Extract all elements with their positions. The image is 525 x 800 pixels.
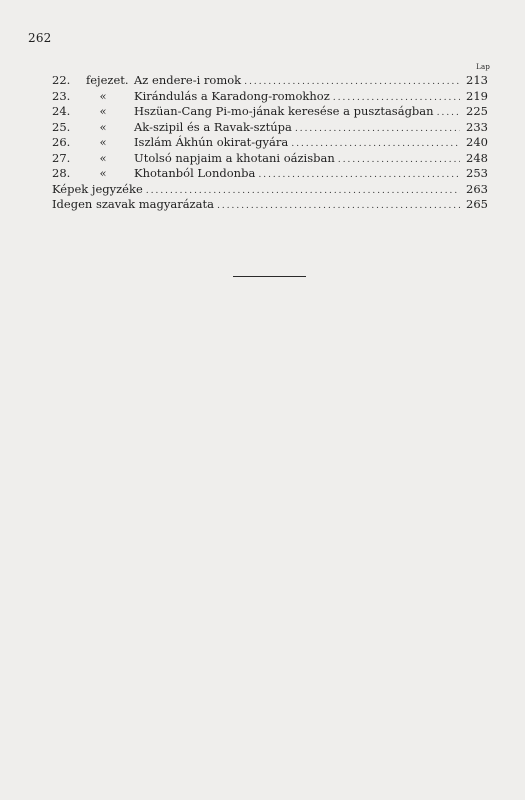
chapter-title: Kirándulás a Karadong-romokhoz xyxy=(134,88,330,103)
toc-row-chapter-23 xyxy=(52,89,488,105)
ditto-mark: « xyxy=(99,135,107,149)
dot-leader xyxy=(146,183,460,198)
chapter-title: Utolsó napjaim a khotani oázisban xyxy=(134,150,335,165)
chapter-title: Hszüan-Cang Pi-mo-jának keresése a pusztaságban xyxy=(134,104,434,118)
toc-row-chapter-26 xyxy=(52,135,488,151)
ditto-mark: « xyxy=(99,150,107,165)
section-title: Képek jegyzéke xyxy=(52,181,143,196)
dot-leader xyxy=(333,90,460,105)
dot-leader xyxy=(291,136,460,151)
chapter-word: fejezet. xyxy=(86,73,129,87)
dot-leader xyxy=(338,152,460,167)
ditto-mark: « xyxy=(99,166,107,180)
dot-leader xyxy=(258,167,460,182)
chapter-page-ref: 240 xyxy=(466,135,488,149)
section-page-ref: 265 xyxy=(466,197,488,211)
ditto-mark: « xyxy=(99,88,107,103)
chapter-number: 28. xyxy=(52,166,71,180)
toc-row-image-list xyxy=(52,182,488,198)
chapter-page-ref: 225 xyxy=(466,104,488,118)
ditto-mark: « xyxy=(99,104,107,118)
chapter-title: Az endere-i romok xyxy=(134,73,242,87)
toc-row-chapter-22 xyxy=(52,73,488,89)
chapter-number: 22. xyxy=(52,73,71,87)
lap-column-heading: Lap xyxy=(476,63,490,71)
chapter-page-ref: 248 xyxy=(466,150,488,165)
chapter-page-ref: 253 xyxy=(466,166,488,180)
dot-leader xyxy=(217,198,460,213)
chapter-page-ref: 233 xyxy=(466,119,488,134)
dot-leader xyxy=(437,105,460,120)
chapter-title: Khotanból Londonba xyxy=(134,166,256,180)
ditto-mark: « xyxy=(99,119,107,134)
chapter-number: 26. xyxy=(52,135,71,149)
chapter-title: Ak-szipil és a Ravak-sztúpa xyxy=(134,119,292,134)
chapter-number: 25. xyxy=(52,119,71,134)
toc-row-chapter-25 xyxy=(52,120,488,136)
chapter-number: 23. xyxy=(52,88,71,103)
chapter-page-ref: 213 xyxy=(466,73,488,87)
section-page-ref: 263 xyxy=(466,181,488,196)
toc-row-glossary xyxy=(52,197,488,213)
chapter-number: 27. xyxy=(52,150,71,165)
table-of-contents xyxy=(52,73,488,213)
dot-leader xyxy=(295,121,460,136)
page-number: 262 xyxy=(28,31,52,45)
chapter-page-ref: 219 xyxy=(466,88,488,103)
chapter-title: Iszlám Ákhún okirat-gyára xyxy=(134,135,289,149)
dot-leader xyxy=(244,74,460,89)
toc-row-chapter-24 xyxy=(52,104,488,120)
toc-row-chapter-27 xyxy=(52,151,488,167)
section-title: Idegen szavak magyarázata xyxy=(52,197,214,211)
end-rule-divider xyxy=(233,276,306,277)
toc-row-chapter-28 xyxy=(52,166,488,182)
chapter-number: 24. xyxy=(52,104,71,118)
